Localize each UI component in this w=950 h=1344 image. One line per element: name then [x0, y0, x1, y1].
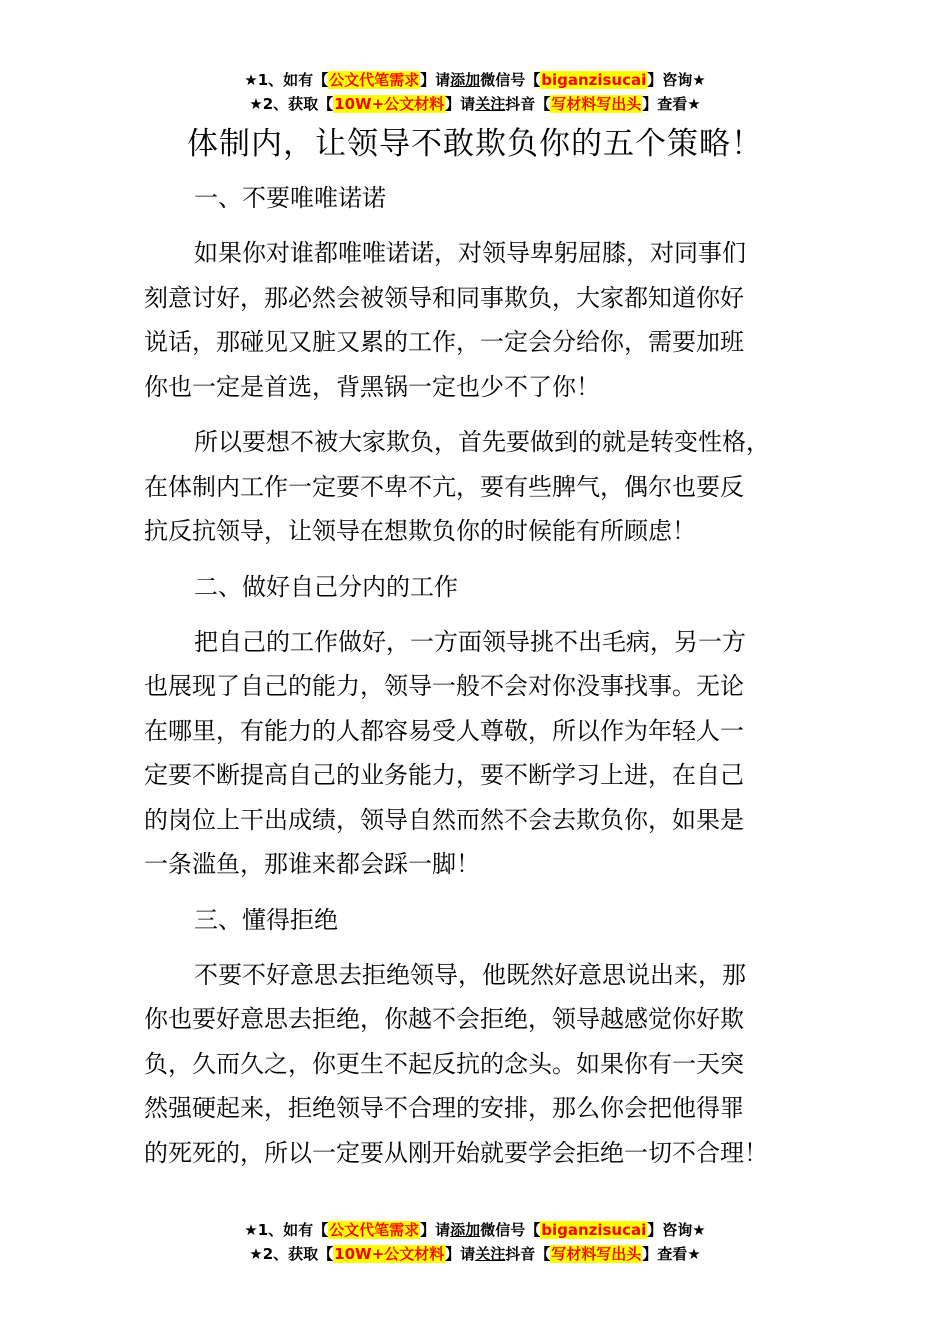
- paragraph-line: 刻意讨好，那必然会被领导和同事欺负，大家都知道你好: [144, 283, 744, 312]
- highlight-materials: 10W+公文材料: [334, 95, 445, 113]
- paragraph-line: 定要不断提高自己的业务能力，要不断学习上进，在自己: [144, 761, 744, 789]
- star-icon: ★: [244, 1221, 258, 1239]
- paragraph-line: 抗反抗领导，让领导在想欺负你的时候能有所顾虑！: [144, 517, 696, 545]
- star-icon: ★: [249, 95, 263, 113]
- paragraph-line: 在体制内工作一定要不卑不亢，要有些脾气，偶尔也要反: [144, 472, 744, 501]
- star-icon: ★: [692, 1221, 706, 1239]
- paragraph: [144, 420, 834, 554]
- section-heading: 一、不要唯唯诺诺: [194, 184, 386, 212]
- paragraph-line: 的岗位上干出成绩，领导自然而然不会去欺负你，如果是: [144, 805, 744, 834]
- paragraph-line: 一条滥鱼，那谁来都会踩一脚！: [144, 850, 480, 878]
- section-heading: 二、做好自己分内的工作: [194, 572, 458, 601]
- section-heading: 三、懂得拒绝: [194, 905, 338, 934]
- paragraph-line: 所以要想不被大家欺负，首先要做到的就是转变性格，: [194, 428, 770, 456]
- highlight-douyin-account: 写材料写出头: [551, 95, 642, 113]
- highlight-wechat-id: biganzisucai: [541, 71, 647, 89]
- document-body: [144, 176, 834, 1186]
- paragraph-line: 然强硬起来，拒绝领导不合理的安排，那么你会把他得罪: [144, 1094, 744, 1122]
- star-icon: ★: [687, 95, 701, 113]
- promo-banner-bottom: [0, 1218, 950, 1266]
- paragraph-line: 如果你对谁都唯唯诺诺，对领导卑躬屈膝，对同事们: [194, 239, 746, 267]
- star-icon: ★: [249, 1245, 263, 1263]
- highlight-wechat-id: biganzisucai: [541, 1221, 647, 1239]
- promo-line-2: ★2、获取【10W+公文材料】请关注抖音【写材料写出头】查看★: [249, 95, 701, 113]
- promo-banner-top: [0, 68, 950, 116]
- star-icon: ★: [692, 71, 706, 89]
- highlight-materials: 10W+公文材料: [334, 1245, 445, 1263]
- promo-line-1: ★1、如有【公文代笔需求】请添加微信号【biganzisucai】咨询★: [244, 71, 706, 89]
- promo-line-2: ★2、获取【10W+公文材料】请关注抖音【写材料写出头】查看★: [249, 1245, 701, 1263]
- paragraph: [144, 953, 834, 1176]
- paragraph-line: 把自己的工作做好，一方面领导挑不出毛病，另一方: [194, 627, 746, 656]
- paragraph-line: 你也一定是首选，背黑锅一定也少不了你！: [144, 372, 600, 401]
- paragraph: [144, 231, 834, 409]
- paragraph-line: 在哪里，有能力的人都容易受人尊敬，所以作为年轻人一: [144, 716, 744, 745]
- highlight-service: 公文代笔需求: [329, 1221, 420, 1239]
- paragraph-line: 说话，那碰见又脏又累的工作，一定会分给你，需要加班: [144, 328, 744, 356]
- paragraph-line: 你也要好意思去拒绝，你越不会拒绝，领导越感觉你好欺: [144, 1005, 744, 1033]
- document-title: 体制内，让领导不敢欺负你的五个策略！: [187, 126, 763, 162]
- highlight-douyin-account: 写材料写出头: [551, 1245, 642, 1263]
- star-icon: ★: [687, 1245, 701, 1263]
- star-icon: ★: [244, 71, 258, 89]
- paragraph-line: 不要不好意思去拒绝领导，他既然好意思说出来，那: [194, 960, 746, 989]
- highlight-service: 公文代笔需求: [329, 71, 420, 89]
- paragraph-line: 也展现了自己的能力，领导一般不会对你没事找事。无论: [144, 672, 744, 700]
- paragraph: [144, 620, 834, 887]
- paragraph-line: 负，久而久之，你更生不起反抗的念头。如果你有一天突: [144, 1049, 744, 1078]
- paragraph-line: 的死死的，所以一定要从刚开始就要学会拒绝一切不合理！: [144, 1138, 768, 1167]
- promo-line-1: ★1、如有【公文代笔需求】请添加微信号【biganzisucai】咨询★: [244, 1221, 706, 1239]
